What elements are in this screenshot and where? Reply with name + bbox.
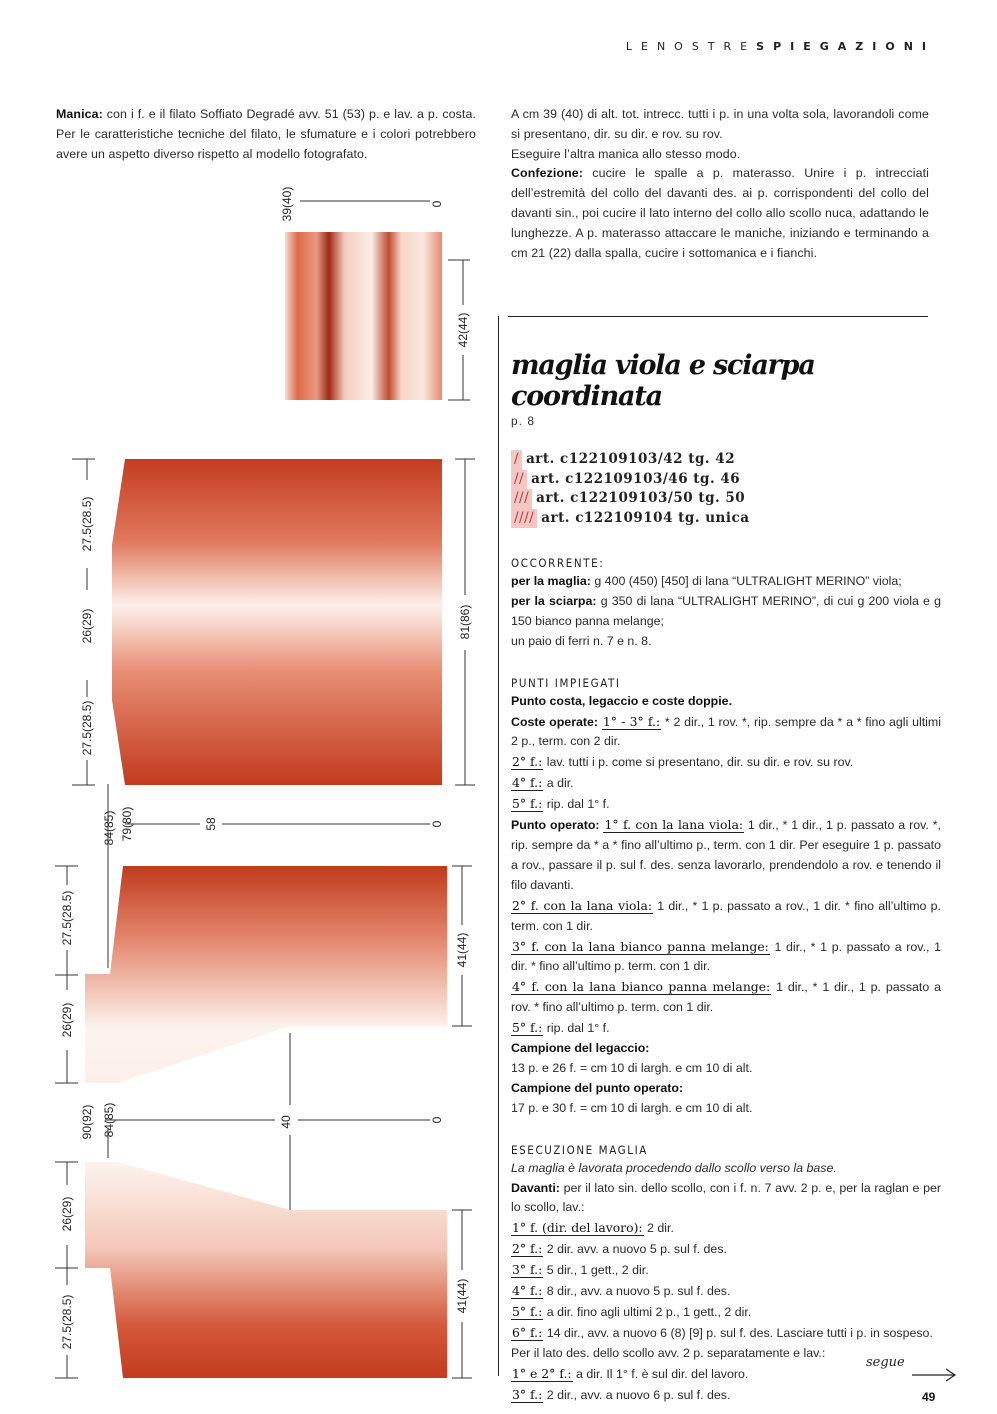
- art-item: //// art. c122109104 tg. unica: [511, 509, 941, 529]
- front-h1-label: 90(92): [80, 1104, 94, 1140]
- davanti-row-5: 5° f.: a dir. fino agli ultimi 2 p., 1 gett., 2 dir.: [512, 1304, 752, 1319]
- front-mid-label: 26(29): [60, 1002, 74, 1038]
- davanti-row-6: 6° f.: 14 dir., avv. a nuovo 6 (8) [9] p. sul f. des. Lasciare tutti i p. in sospeso.: [512, 1324, 933, 1340]
- punto-operato-row-4: 4° f. con la lana bianco panna melange: 1 dir., * 1 dir., 1 p. passato a rov. * fino all’ultimo p. term. con 1 dir.: [511, 979, 941, 1015]
- front-h3-label: 40: [279, 1115, 293, 1129]
- sleeve-zero-label: 0: [430, 200, 444, 208]
- front-panel-mirror: [85, 1162, 447, 1378]
- confezione-paragraph: [511, 164, 929, 263]
- art-mark: ///: [511, 489, 532, 509]
- article-column: [511, 348, 941, 1406]
- punto-operato-row-2: 2° f. con la lana viola: 1 dir., * 1 p. passato a rov., 1 dir. * fino all’ultimo p. term. con 1 dir.: [511, 897, 941, 933]
- coste-row-4: 4° f.: a dir.: [512, 775, 574, 791]
- front-width-label: 41(44): [455, 932, 469, 968]
- sleeve-panel: [285, 232, 442, 400]
- punto-operato-row-3: 3° f. con la lana bianco panna melange: 1 dir., * 1 p. passato a rov., 1 dir. * fino all’ultimo p. term. con 1 dir.: [511, 938, 941, 974]
- front-h2-label: 84(85): [102, 1102, 116, 1138]
- running-head: LENOSTRESPIEGAZIONI: [625, 40, 935, 53]
- continue-label: segue: [866, 1355, 905, 1370]
- davanti-row-3: 3° f.: 5 dir., 1 gett., 2 dir.: [512, 1262, 649, 1278]
- back-h1-label: 84(85): [102, 810, 116, 846]
- back-top-label: 27.5(28.5): [80, 496, 94, 552]
- article-page-ref: p. 8: [511, 414, 536, 428]
- lato-destro-row-1-2: 1° e 2° f.: a dir. Il 1° f. è sul dir. del lavoro.: [512, 1365, 749, 1381]
- confezione-text: cucire le spalle a p. materasso. Unire i p. intrecciati dell’estremità del collo del davanti des. ai p. corrispondenti del collo del davanti sin., poi cucire il lato interno del collo allo scollo nuca, adattando le lunghezze. A p. materasso attaccare le maniche, iniziando e terminando a cm 21 (22) dalla spalla, cucire i sottomanica e i fianchi.: [511, 166, 929, 260]
- sleeve-width-label: 42(44): [456, 312, 470, 348]
- coste-operate: Coste operate: 1° - 3° f.: * 2 dir., 1 rov. *, rip. sempre da * a * fino agli ultimi 2 p., term. con 2 dir.: [511, 713, 941, 749]
- punto-operato: Punto operato: 1° f. con la lana viola: 1 dir., * 1 dir., 1 p. passato a rov. *, rip. sempre da * a * fino all’ultimo p., term. con 1 dir. Per eseguire 1 p. passato a rov., passare il p. sul f. des. senza lavorarlo, prendendolo a rov. e tenendo il filo davanti.: [511, 817, 941, 892]
- esecuzione-heading: ESECUZIONE MAGLIA: [511, 1142, 648, 1157]
- occorrente-sciarpa: per la sciarpa: g 350 di lana “ULTRALIGHT MERINO”, di cui g 200 viola e g 150 bianco panna melange;: [511, 593, 941, 628]
- manica-label: Manica:: [56, 107, 103, 121]
- campione-operato-label: Campione del punto operato:: [511, 1080, 684, 1095]
- lato-destro-intro: Per il lato des. dello scollo avv. 2 p. separatamente e lav.:: [511, 1345, 826, 1360]
- lato-destro-row-3: 3° f.: 2 dir., avv. a nuovo 6 p. sul f. des.: [512, 1386, 731, 1402]
- front2-bottom-label: 27.5(28.5): [60, 1294, 74, 1350]
- sleeve-bindoff-text: A cm 39 (40) di alt. tot. intrecc. tutti i p. in una volta sola, lavorandoli come si presentano, dir. su dir. e rov. su rov.: [511, 107, 929, 141]
- back-width-label: 81(86): [458, 604, 472, 640]
- front-panel: [85, 866, 447, 1083]
- coste-row-2: 2° f.: lav. tutti i p. come si presentano, dir. su dir. e rov. su rov.: [512, 754, 854, 770]
- front-top-label: 27.5(28.5): [60, 890, 74, 946]
- punto-costa: Punto costa, legaccio e coste doppie.: [511, 693, 733, 708]
- punto-operato-row-5: 5° f.: rip. dal 1° f.: [512, 1020, 610, 1036]
- davanti-row-2: 2° f.: 2 dir. avv. a nuovo 5 p. sul f. des.: [512, 1241, 727, 1257]
- back-h3-label: 58: [204, 817, 218, 831]
- davanti-row-1: 1° f. (dir. del lavoro): 2 dir.: [512, 1220, 674, 1236]
- article-list: [511, 450, 941, 528]
- page-number: 49: [922, 1390, 936, 1404]
- front2-width-label: 41(44): [455, 1278, 469, 1314]
- back-panel: [112, 459, 442, 785]
- occorrente-ferri: un paio di ferri n. 7 e n. 8.: [511, 633, 652, 648]
- front-zero-label: 0: [430, 1116, 444, 1124]
- back-bottom-label: 27.5(28.5): [80, 700, 94, 756]
- davanti-row-4: 4° f.: 8 dir., avv. a nuovo 5 p. sul f. des.: [512, 1283, 731, 1299]
- art-item: // art. c122109103/46 tg. 46: [511, 470, 941, 490]
- back-mid-label: 26(29): [80, 608, 94, 644]
- occorrente-heading: OCCORRENTE:: [511, 556, 605, 570]
- art-item: / art. c122109103/42 tg. 42: [511, 450, 941, 470]
- section-rule-top: [508, 316, 928, 317]
- campione-legaccio-text: 13 p. e 26 f. = cm 10 di largh. e cm 10 di alt.: [511, 1060, 753, 1075]
- art-mark: /: [511, 450, 522, 470]
- second-sleeve-text: Eseguire l’altra manica allo stesso modo.: [511, 146, 741, 161]
- article-title: maglia viola e sciarpa coordinata: [511, 350, 815, 412]
- esecuzione-intro: La maglia è lavorata procedendo dallo scollo verso la base.: [511, 1160, 837, 1175]
- coste-row-5: 5° f.: rip. dal 1° f.: [512, 796, 610, 812]
- sleeve-height-label: 39(40): [280, 186, 294, 222]
- davanti-paragraph: Davanti: per il lato sin. dello scollo, con i f. n. 7 avv. 2 p. e, per la raglan e per lo scollo, lav.:: [511, 1180, 941, 1215]
- art-mark: //: [511, 470, 527, 490]
- campione-legaccio-label: Campione del legaccio:: [511, 1041, 650, 1056]
- arrow-right-icon: [912, 1368, 958, 1382]
- campione-operato-text: 17 p. e 30 f. = cm 10 di largh. e cm 10 di alt.: [511, 1100, 753, 1115]
- manica-text: con i f. e il filato Soffiato Degradé avv. 51 (53) p. e lav. a p. costa. Per le caratteristiche tecniche del filato, le sfumature e i colori potrebbero avere un aspetto diverso rispetto al modello fotografato.: [56, 107, 476, 161]
- occorrente-maglia: per la maglia: g 400 (450) [450] di lana “ULTRALIGHT MERINO” viola;: [511, 574, 902, 588]
- back-h2-label: 79(80): [120, 806, 134, 842]
- front2-mid-label: 26(29): [60, 1196, 74, 1232]
- art-item: /// art. c122109103/50 tg. 50: [511, 489, 941, 509]
- section-rule-left: [498, 316, 499, 1376]
- art-mark: ////: [511, 509, 537, 529]
- sleeve-finishing-paragraph: [511, 105, 929, 263]
- back-zero-label: 0: [430, 820, 444, 828]
- punti-heading: PUNTI IMPIEGATI: [511, 675, 621, 690]
- confezione-label: Confezione:: [511, 166, 583, 181]
